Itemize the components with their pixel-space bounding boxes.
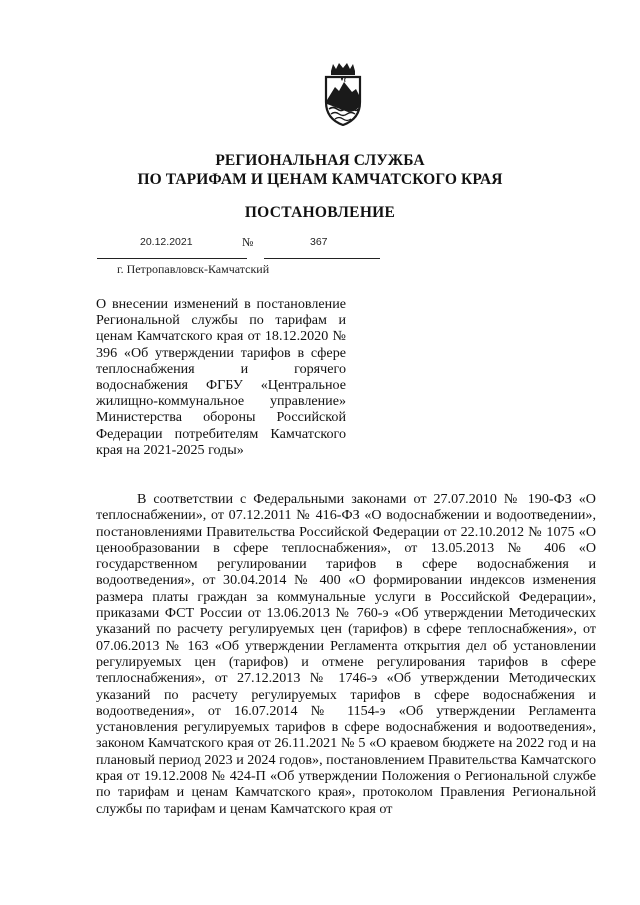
document-date: 20.12.2021 [140, 236, 193, 248]
organization-name-line-1: РЕГИОНАЛЬНАЯ СЛУЖБА [215, 152, 425, 169]
document-type-title: ПОСТАНОВЛЕНИЕ [244, 204, 396, 221]
number-underline [264, 258, 380, 259]
document-body-paragraph: В соответствии с Федеральными законами от 27.07.2010 № 190-ФЗ «О теплоснабжении», от 07.12.2011 № 416-ФЗ «О водоснабжении и водоотведении», постановлениями Правительства Российской Федерации от 22.10.2012 № 1075 «О ценообразовании в сфере теплоснабжения», от 13.05.2013 № 406 «О государственном регулировании тарифов в сфере водоснабжения и водоотведения», от 30.04.2014 № 400 «О формировании индексов изменения размера платы граждан за коммунальные услуги в Российской Федерации», приказами ФСТ России от 13.06.2013 № 760-э «Об утверждении Методических указаний по расчету регулируемых цен (тарифов) в сфере теплоснабжения», от 07.06.2013 № 163 «Об утверждении Регламента открытия дел об установлении регулируемых цен (тарифов) и отмене регулирования тарифов в сфере теплоснабжения», от 27.12.2013 № 1746-э «Об утверждении Методических указаний по расчету регулируемых тарифов в сфере водоснабжения и водоотведения», от 16.07.2014 № 1154-э «Об утверждении Регламента установления регулируемых тарифов в сфере водоснабжения и водоотведения», законом Камчатского края от 26.11.2021 № 5 «О краевом бюджете на 2022 год и на плановый период 2023 и 2024 годов», постановлением Правительства Камчатского края от 19.12.2008 № 424-П «Об утверждении Положения о Региональной службе по тарифам и ценам Камчатского края», протоколом Правления Региональной службы по тарифам и ценам Камчатского края от [96, 491, 596, 817]
number-sign: № [242, 235, 254, 249]
kamchatka-coat-of-arms-icon [318, 62, 368, 126]
document-subject: О внесении изменений в постановление Региональной службы по тарифам и ценам Камчатского края от 18.12.2020 № 396 «Об утверждении тарифов в сфере теплоснабжения и горячего водоснабжения ФГБУ «Центральное жилищно-коммунальное управление» Министерства обороны Российской Федерации потребителям Камчатского края на 2021-2025 годы» [96, 296, 346, 458]
city-name: г. Петропавловск-Камчатский [117, 262, 270, 276]
document-number: 367 [310, 236, 328, 248]
organization-name-line-2: ПО ТАРИФАМ И ЦЕНАМ КАМЧАТСКОГО КРАЯ [137, 171, 503, 188]
date-underline [97, 258, 247, 259]
